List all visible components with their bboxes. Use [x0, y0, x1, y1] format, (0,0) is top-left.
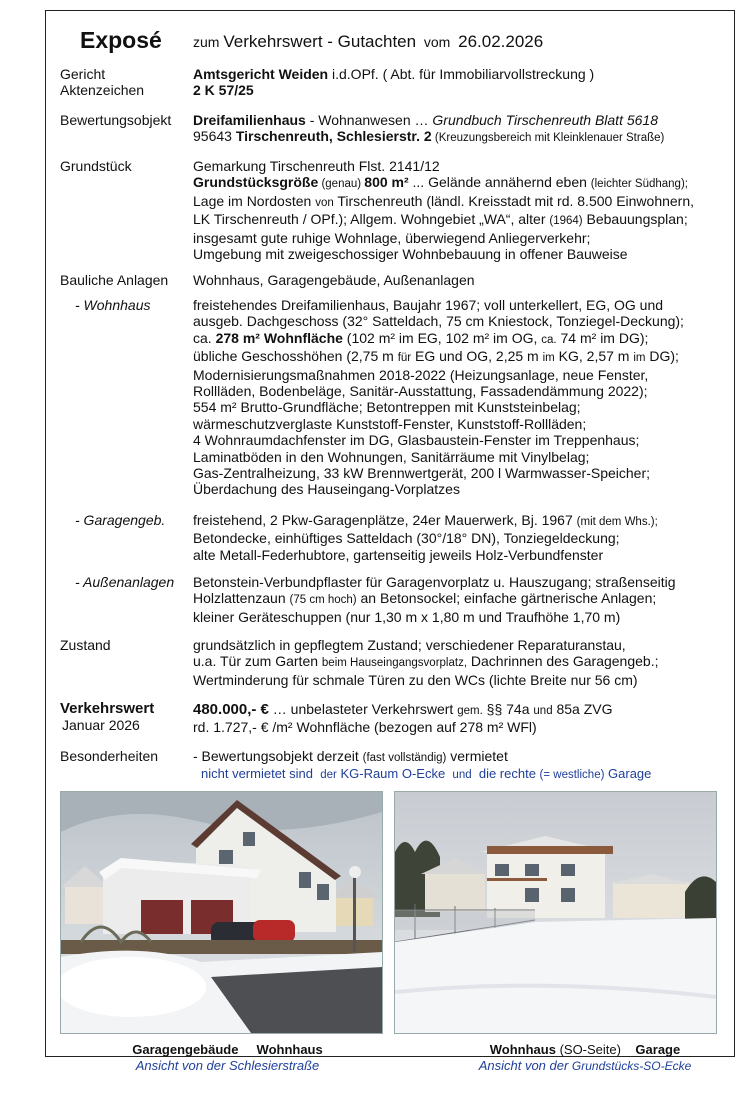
photo-right-caption: Wohnhaus (SO-Seite) Garage Ansicht von der Grundstücks-SO-Ecke — [478, 1042, 692, 1073]
garage-label: - Garagengeb. — [75, 512, 166, 528]
house-values: freistehendes Dreifamilienhaus, Baujahr 1967; voll unterkellert, EG, OG und ausgeb. Dachgeschoss (32° Satteldach, 75 cm Kniestock, Tonziegel-Deckung); ca. 278 m² Wohnfläche (102 m² im EG, 102 m² im OG, ca. 74 m² im DG); übliche Geschosshöhen (2,75 m für EG und OG, 2,25 m im KG, 2,57 m im DG); Modernisierungsmaßnahmen 2018-2022 (Heizungsanlage, neue Fenster, Rollläden, Bodenbeläge, Sanitär-Ausstattung, Fassadendämmung 2022); 554 m² Brutto-Grundfläche; Betontreppen mit Kunststeinbelag; wärmeschutzverglaste Kunststoff-Fenster, Kunststoff-Rollläden; 4 Wohnraumdachfenster im DG, Glasbaustein-Fenster im Treppenhaus; Laminatböden in den Wohnungen, Sanitärräume mit Vinylbelag; Gas-Zentralheizung, 33 kW Brennwertgerät, 200 l Warmwasser-Speicher; Überdachung des Hauseingang-Vorplatzes — [193, 297, 684, 498]
market-value-labels: Verkehrswert Januar 2026 — [60, 700, 155, 734]
photo-left-caption: Garagengebäude Wohnhaus Ansicht von der Schlesierstraße — [132, 1042, 323, 1073]
outdoor-label: - Außenanlagen — [75, 574, 175, 590]
file-number: 2 K 57/25 — [193, 82, 254, 99]
garden-view-image — [395, 792, 716, 1033]
market-value-values: 480.000,- € … unbelasteter Verkehrswert gem. §§ 74a und 85a ZVG rd. 1.727,- € /m² Wohnfläche (bezogen auf 278 m² WFl) — [193, 701, 613, 736]
plot-values: Gemarkung Tirschenreuth Flst. 2141/12 Grundstücksgröße (genau) 800 m² ... Gelände annähernd eben (leichter Südhang); Lage im Nordosten von Tirschenreuth (ländl. Kreisstadt mit rd. 8.500 Einwohnern, LK Tirschenreuth / OPf.); Allgem. Wohngebiet „WA“, alter (1964) Bebauungsplan; insgesamt gute ruhige Wohnlage, überwiegend Anliegerverkehr; Umgebung mit zweigeschossiger Wohnbebauung in offener Bauweise — [193, 158, 695, 263]
object-label: Bewertungsobjekt — [60, 112, 172, 128]
condition-values: grundsätzlich in gepflegtem Zustand; verschiedener Reparaturanstau, u.a. Tür zum Garten beim Hauseingangsvorplatz, Dachrinnen des Garagengeb.; Wertminderung für schmale Türen zu den WCs (lichte Breite nur 56 cm) — [193, 637, 659, 688]
page-subtitle: zum Verkehrswert - Gutachten vom 26.02.2026 — [193, 32, 544, 51]
structures-label: Bauliche Anlagen — [60, 272, 169, 288]
object-values: Dreifamilienhaus - Wohnanwesen … Grundbuch Tirschenreuth Blatt 5618 95643 Tirschenreuth, Schlesierstr. 2 (Kreuzungsbereich mit Kleinklenauer Straße) — [193, 112, 665, 145]
court-values: Amtsgericht Weiden i.d.OPf. ( Abt. für Immobiliarvollstreckung ) 2 K 57/25 — [193, 66, 595, 99]
condition-label: Zustand — [60, 637, 111, 653]
photo-street-view — [60, 791, 383, 1034]
market-value-amount: 480.000,- € — [193, 701, 269, 718]
report-date: 26.02.2026 — [458, 32, 544, 51]
court-labels: Gericht Aktenzeichen — [60, 66, 145, 99]
photo-garden-view — [394, 791, 717, 1034]
street-view-image — [61, 792, 382, 1033]
structures-value: Wohnhaus, Garagengebäude, Außenanlagen — [193, 272, 475, 288]
house-label: - Wohnhaus — [75, 297, 151, 313]
special-values: - Bewertungsobjekt derzeit (fast vollständig) vermietet nicht vermietet sind der KG-Raum O-Ecke und die rechte (= westliche) Garage — [193, 748, 652, 782]
garage-values: freistehend, 2 Pkw-Garagenplätze, 24er Mauerwerk, Bj. 1967 (mit dem Whs.); Betondecke, einhüftiges Satteldach (30°/18° DN), Tonziegeldeckung; alte Metall-Federhubtore, gartenseitig jeweils Holz-Verbundfenster — [193, 512, 658, 563]
outdoor-values: Betonstein-Verbundpflaster für Garagenvorplatz u. Hauszugang; straßenseitig Holzlattenzaun (75 cm hoch) an Betonsockel; einfache gärtnerische Anlagen; kleiner Geräteschuppen (nur 1,30 m x 1,80 m und Traufhöhe 1,70 m) — [193, 574, 676, 625]
special-label: Besonderheiten — [60, 748, 159, 764]
page-title: Exposé — [80, 27, 162, 53]
plot-label: Grundstück — [60, 158, 132, 174]
